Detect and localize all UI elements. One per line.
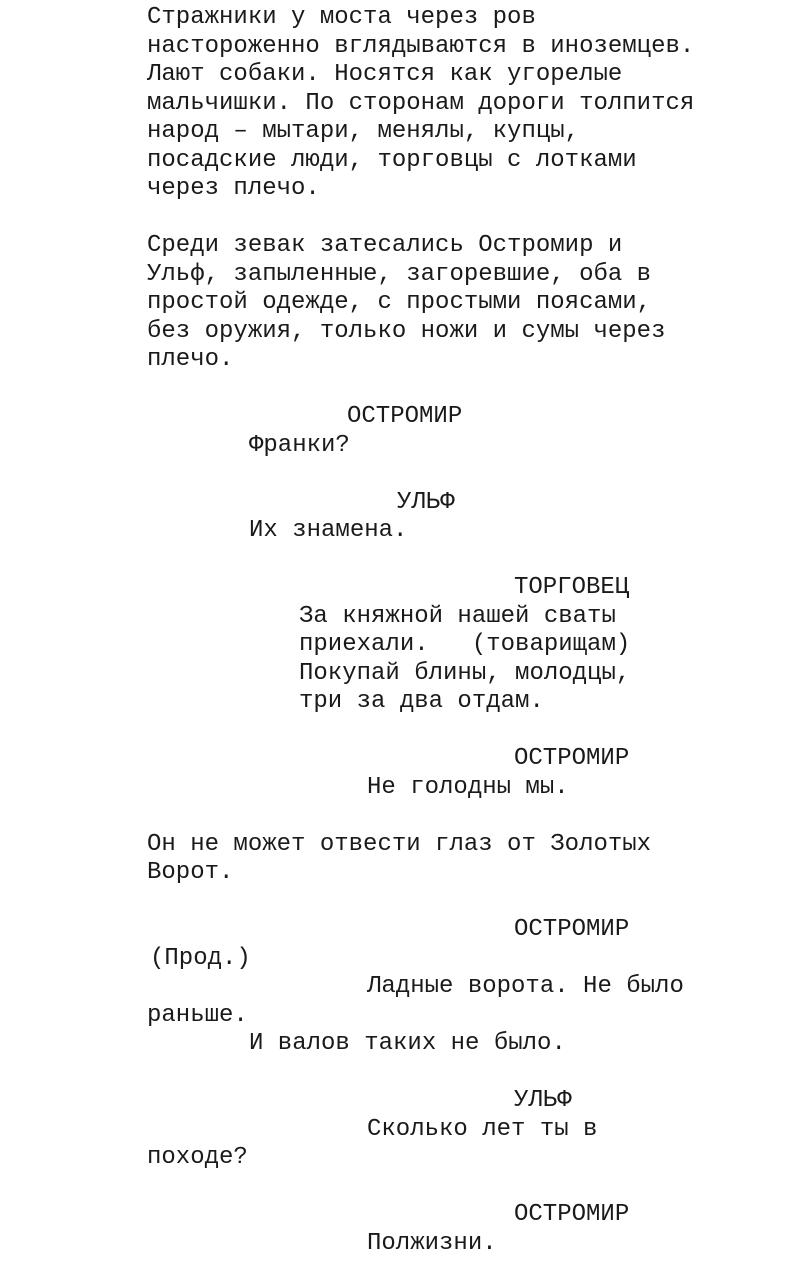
character-name: УЛЬФ (514, 1087, 572, 1114)
character-name: УЛЬФ (397, 489, 455, 516)
action-line: Среди зевак затесались Остромир и (147, 232, 623, 259)
character-name: ОСТРОМИР (347, 403, 463, 430)
dialogue-line: три за два отдам. (299, 688, 544, 715)
action-line: мальчишки. По сторонам дороги толпится (147, 90, 695, 117)
action-line: настороженно вглядываются в иноземцев. (147, 33, 695, 60)
dialogue-line: раньше. (147, 1002, 248, 1029)
dialogue-line: За княжной нашей сваты (299, 603, 616, 630)
action-line: посадские люди, торговцы с лотками (147, 147, 637, 174)
continued-marker: (Прод.) (150, 945, 251, 972)
dialogue-line: Их знамена. (249, 517, 408, 544)
action-line: Стражники у моста через ров (147, 4, 536, 31)
dialogue-line: И валов таких не было. (249, 1030, 566, 1057)
dialogue-line: Не голодны мы. (367, 774, 569, 801)
dialogue-line: Сколько лет ты в (367, 1116, 598, 1143)
dialogue-line: походе? (147, 1144, 248, 1171)
action-line: народ – мытари, менялы, купцы, (147, 118, 580, 145)
action-line: Лают собаки. Носятся как угорелые (147, 61, 623, 88)
action-line: плечо. (147, 346, 234, 373)
dialogue-line: Покупай блины, молодцы, (299, 660, 631, 687)
character-name: ОСТРОМИР (514, 745, 630, 772)
action-line: Ворот. (147, 859, 234, 886)
dialogue-line: Ладные ворота. Не было (367, 973, 684, 1000)
dialogue-line: Франки? (249, 432, 350, 459)
action-line: простой одежде, с простыми поясами, (147, 289, 652, 316)
character-name: ОСТРОМИР (514, 1201, 630, 1228)
action-line: Ульф, запыленные, загоревшие, оба в (147, 261, 652, 288)
action-line: без оружия, только ножи и сумы через (147, 318, 666, 345)
character-name: ТОРГОВЕЦ (514, 574, 630, 601)
dialogue-line: приехали. (товарищам) (299, 631, 631, 658)
dialogue-line: Полжизни. (367, 1230, 497, 1257)
character-name: ОСТРОМИР (514, 916, 630, 943)
action-line: через плечо. (147, 175, 320, 202)
action-line: Он не может отвести глаз от Золотых (147, 831, 652, 858)
